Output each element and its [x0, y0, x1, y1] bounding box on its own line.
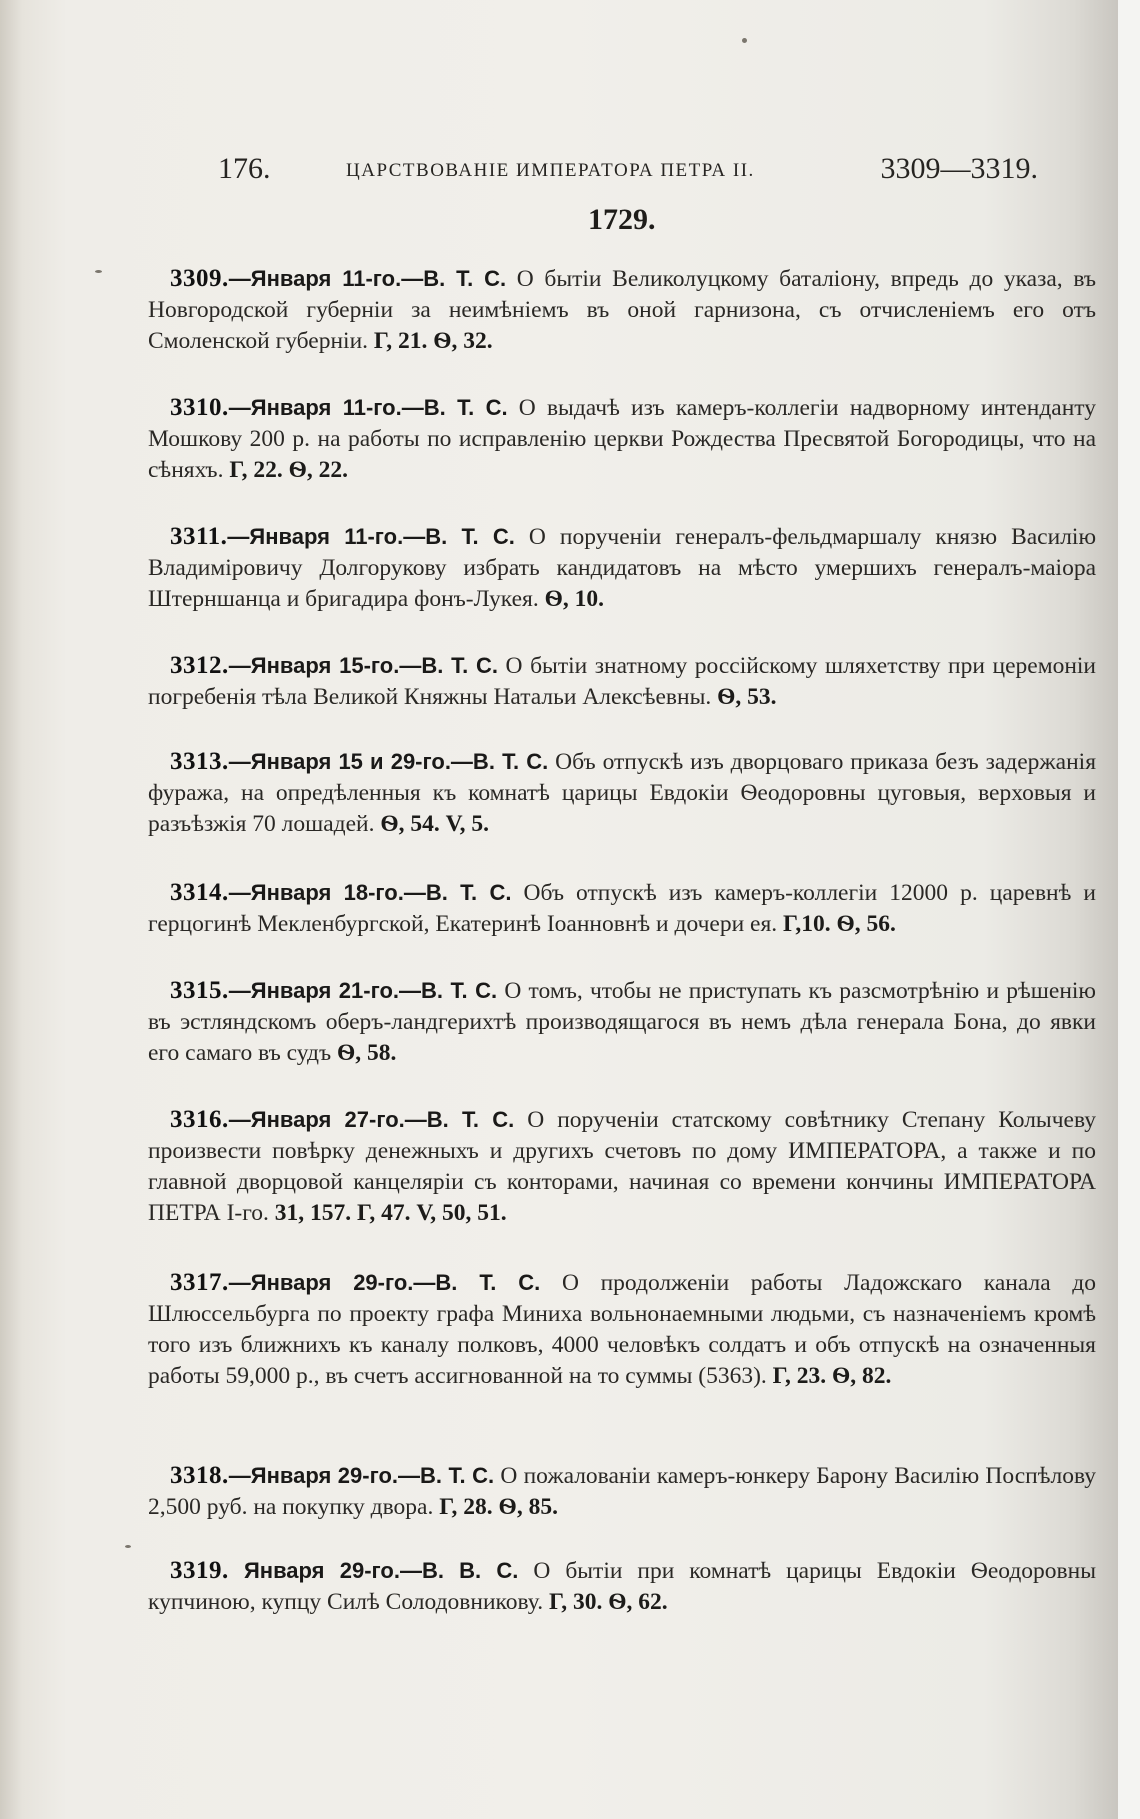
entry-3310	[148, 392, 1096, 486]
page-header	[218, 152, 1038, 192]
page-number: 176.	[218, 152, 271, 185]
entry-number: 3318.	[170, 1462, 229, 1489]
entry-text: О выдачѣ изъ камеръ-коллегіи надворному интенданту Мошкову 200 р. на работы по исправленію церкви Рождества Пресвятой Богородицы, что на сѣняхъ.	[148, 395, 1096, 483]
entry-text: О продолженіи работы Ладожскаго канала до Шлюссельбурга по проекту графа Миниха вольнонаемными людьми, съ назначеніемъ кромѣ того изъ ближнихъ къ каналу полковъ, 4000 человѣкъ солдатъ и объ отпускѣ на означенныя работы 59,000 р., въ счетъ ассигнованной на то суммы (5363).	[148, 1270, 1097, 1389]
entry-3311	[148, 521, 1096, 615]
entry-3318	[148, 1460, 1096, 1523]
entry-number: 3314.	[170, 879, 229, 906]
entry-range: 3309—3319.	[880, 152, 1038, 185]
entry-3317	[148, 1267, 1096, 1392]
entry-3316	[148, 1104, 1096, 1229]
entry-refs: Г, 23. Ѳ, 82.	[772, 1363, 892, 1389]
entry-number: 3312.	[170, 652, 229, 679]
entry-refs: Ѳ, 53.	[717, 684, 777, 710]
entry-3314	[148, 877, 1096, 940]
entry-date: —Января 11-го.—В. Т. С.	[227, 524, 515, 549]
entry-number: 3310.	[170, 394, 229, 421]
entry-number: 3309.	[170, 265, 229, 292]
entry-date: —Января 29-го.—В. Т. С.	[228, 1463, 495, 1488]
entry-3315	[148, 975, 1096, 1069]
entry-date: —Января 29-го.—В. Т. С.	[228, 1270, 541, 1295]
entry-text: Объ отпускѣ изъ камеръ-коллегіи 12000 р. царевнѣ и герцогинѣ Мекленбургской, Екатеринѣ Іоанновнѣ и дочери ея.	[148, 880, 1096, 937]
entry-text: О бытіи при комнатѣ царицы Евдокіи Ѳеодоровны купчиною, купцу Силѣ Солодовникову.	[148, 1558, 1096, 1615]
entry-date: —Января 18-го.—В. Т. С.	[228, 880, 512, 905]
entry-3313	[148, 746, 1096, 840]
entry-text: О порученіи статскому совѣтнику Степану Колычеву произвести повѣрку денежныхъ и другихъ счетовъ по дому ИМПЕРАТОРА, а также и по главной дворцовой канцеляріи съ конторами, начиная со времени кончины ИМПЕРАТОРА ПЕТРА I-го.	[148, 1107, 1097, 1226]
entry-number: 3315.	[170, 977, 229, 1004]
year-heading: 1729.	[588, 203, 656, 236]
entry-number: 3317.	[170, 1269, 229, 1296]
entry-3312	[148, 650, 1096, 713]
entry-refs: Г, 28. Ѳ, 85.	[439, 1494, 558, 1520]
entry-number: 3319.	[170, 1557, 229, 1584]
entry-date: —Января 27-го.—В. Т. С.	[228, 1107, 515, 1132]
entry-number: 3316.	[170, 1106, 229, 1133]
entry-date: —Января 11-го.—В. Т. С.	[228, 266, 507, 291]
entry-text: О бытіи Великолуцкому баталіону, впредь до указа, въ Новгородской губерніи за неимѣніемъ въ оной гарнизона, съ отчисленіемъ его отъ Смоленской губерніи.	[148, 266, 1097, 354]
entry-date: —Января 15-го.—В. Т. С.	[228, 653, 498, 678]
entry-refs: Ѳ, 54. V, 5.	[380, 811, 489, 837]
entry-refs: 31, 157. Г, 47. V, 50, 51.	[274, 1200, 507, 1226]
entry-date: —Января 11-го.—В. Т. С.	[228, 395, 508, 420]
ink-speck	[742, 38, 747, 43]
entry-3319	[148, 1555, 1096, 1618]
page-margin	[1118, 0, 1140, 1819]
entry-3309	[148, 263, 1096, 357]
entry-date: —Января 15 и 29-го.—В. Т. С.	[228, 749, 549, 774]
entry-refs: Г, 21. Ѳ, 32.	[373, 328, 493, 354]
entry-refs: Г, 22. Ѳ, 22.	[229, 457, 349, 483]
entry-number: 3311.	[170, 523, 228, 550]
entry-text: Объ отпускѣ изъ дворцоваго приказа безъ задержанія фуража, на опредѣленныя къ комнатѣ царицы Евдокіи Ѳеодоровны цуговыя, верховыя и разъѣзжія 70 лошадей.	[148, 749, 1097, 837]
entry-number: 3313.	[170, 748, 229, 775]
entry-text: О пожалованіи камеръ-юнкеру Барону Василію Поспѣлову 2,500 руб. на покупку двора.	[148, 1463, 1096, 1520]
entry-date: —Января 21-го.—В. Т. С.	[228, 978, 498, 1003]
entry-refs: Ѳ, 58.	[337, 1040, 397, 1066]
entry-text: О томъ, чтобы не приступать къ разсмотрѣнію и рѣшенію въ эстляндскомъ оберъ-ландгерихтѣ производящагося въ немъ дѣла генерала Бона, до явки его самаго въ судъ	[148, 978, 1096, 1066]
entry-refs: Г, 30. Ѳ, 62.	[548, 1589, 668, 1615]
ink-speck	[95, 270, 102, 273]
entry-text: О бытіи знатному россійскому шляхетству при церемоніи погребенія тѣла Великой Княжны Натальи Алексѣевны.	[148, 653, 1097, 710]
running-title: ЦАРСТВОВАНІЕ ИМПЕРАТОРА ПЕТРА II.	[346, 160, 755, 181]
entry-refs: Ѳ, 10.	[544, 586, 604, 612]
ink-speck	[125, 1545, 131, 1548]
entry-date: Января 29-го.—В. В. С.	[228, 1558, 519, 1583]
entry-text: О порученіи генералъ-фельдмаршалу князю Василію Владиміровичу Долгорукову избрать кандидатовъ на мѣсто умершихъ генералъ-маіора Штерншанца и бригадира фонъ-Лукея.	[148, 524, 1097, 612]
entry-refs: Г,10. Ѳ, 56.	[783, 911, 896, 937]
